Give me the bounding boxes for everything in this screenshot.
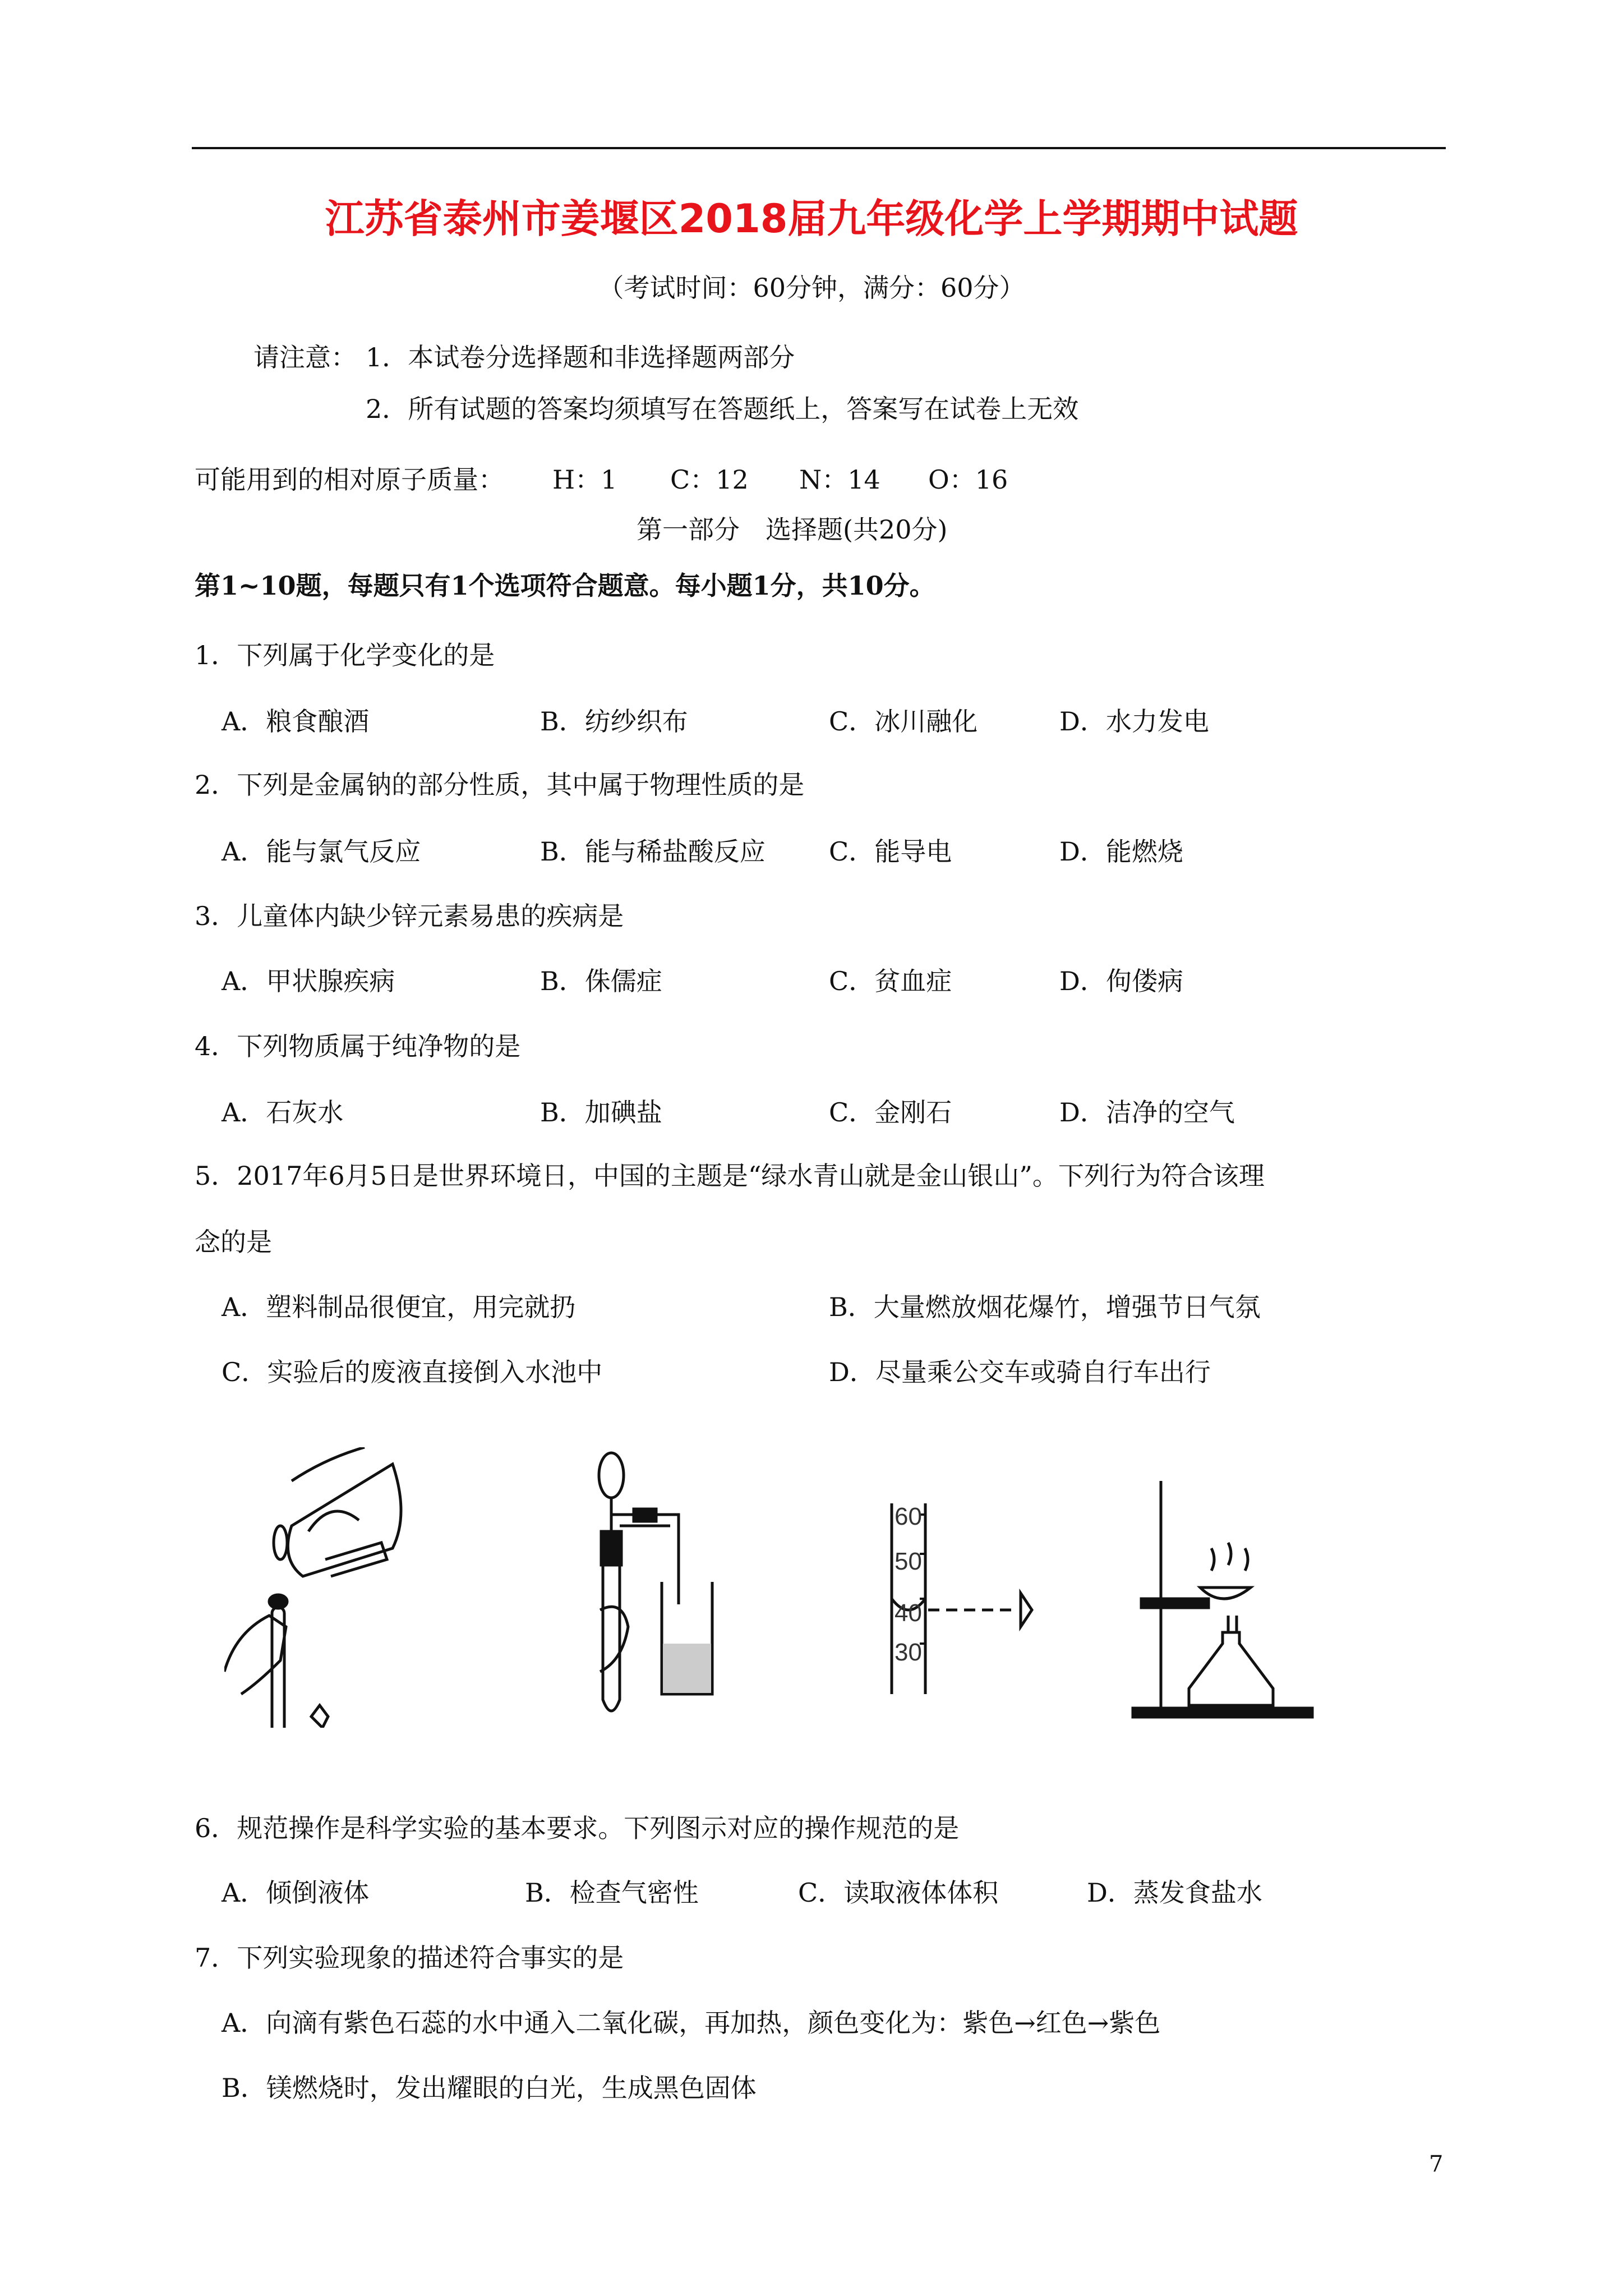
atomic-mass-h: H：1 (552, 464, 617, 495)
question-stem: 6．规范操作是科学实验的基本要求。下列图示对应的操作规范的是 (195, 1813, 960, 1843)
atomic-mass-o: O：16 (928, 464, 1008, 495)
option: B．大量燃放烟花爆竹，增强节日气氛 (829, 1292, 1261, 1322)
airtightness-check-figure (589, 1447, 785, 1728)
question-stem: 4．下列物质属于纯净物的是 (195, 1031, 521, 1061)
option: B．纺纱织布 (540, 706, 688, 737)
page-number: 7 (1429, 2151, 1444, 2177)
notice-item-1: 1．本试卷分选择题和非选择题两部分 (366, 342, 795, 372)
atomic-mass-label: 可能用到的相对原子质量： (195, 464, 504, 495)
option: A．能与氯气反应 (222, 836, 421, 867)
question-stem-continued: 念的是 (195, 1227, 272, 1257)
atomic-mass-n: N：14 (799, 464, 880, 495)
option: D．尽量乘公交车或骑自行车出行 (829, 1357, 1211, 1387)
cylinder-label: 30 (895, 1639, 922, 1666)
option: A．倾倒液体 (222, 1878, 370, 1908)
read-liquid-volume-figure (886, 1447, 1077, 1728)
atomic-mass-c: C：12 (670, 464, 749, 495)
cylinder-label: 40 (895, 1599, 922, 1627)
notice-item-2: 2．所有试题的答案均须填写在答题纸上，答案写在试卷上无效 (366, 394, 1079, 424)
option: D．蒸发食盐水 (1087, 1878, 1262, 1908)
option: C．金刚石 (829, 1097, 952, 1128)
option: D．能燃烧 (1059, 836, 1183, 867)
top-rule (192, 147, 1446, 149)
option: D．洁净的空气 (1059, 1097, 1235, 1128)
notice-label: 请注意： (253, 342, 357, 372)
question-stem: 1．下列属于化学变化的是 (195, 640, 495, 670)
option: C．读取液体体积 (798, 1878, 999, 1908)
page-title: 江苏省泰州市姜堰区2018届九年级化学上学期期中试题 (325, 196, 1298, 242)
section-heading: 第一部分 选择题(共20分) (637, 514, 948, 545)
option: B．加碘盐 (540, 1097, 662, 1128)
option: B．检查气密性 (525, 1878, 699, 1908)
option: C．冰川融化 (829, 706, 978, 737)
option: A．石灰水 (222, 1097, 344, 1128)
evaporation-figure (1127, 1447, 1318, 1728)
option: A．向滴有紫色石蕊的水中通入二氧化碳，再加热，颜色变化为：紫色→红色→紫色 (222, 2008, 1161, 2038)
exam-info: （考试时间：60分钟，满分：60分） (598, 273, 1025, 303)
cylinder-label: 50 (895, 1548, 922, 1575)
option: A．塑料制品很便宜，用完就扔 (222, 1292, 576, 1322)
option: C．实验后的废液直接倒入水池中 (222, 1357, 603, 1387)
option: D．佝偻病 (1059, 966, 1183, 996)
question-stem: 7．下列实验现象的描述符合事实的是 (195, 1943, 624, 1973)
instruction: 第1~10题，每题只有1个选项符合题意。每小题1分，共10分。 (195, 570, 935, 601)
option: B．侏儒症 (540, 966, 662, 996)
option: D．水力发电 (1059, 706, 1209, 737)
pouring-liquid-figure (224, 1447, 477, 1728)
option: A．粮食酿酒 (222, 706, 370, 737)
question-stem: 3．儿童体内缺少锌元素易患的疾病是 (195, 901, 624, 931)
option: B．镁燃烧时，发出耀眼的白光，生成黑色固体 (222, 2073, 757, 2103)
option: A．甲状腺疾病 (222, 966, 395, 996)
question-stem: 5．2017年6月5日是世界环境日，中国的主题是“绿水青山就是金山银山”。下列行为符合该理 (195, 1161, 1265, 1191)
cylinder-label: 60 (895, 1503, 922, 1530)
option: C．能导电 (829, 836, 952, 867)
option: C．贫血症 (829, 966, 952, 996)
option: B．能与稀盐酸反应 (540, 836, 766, 867)
question-stem: 2．下列是金属钠的部分性质，其中属于物理性质的是 (195, 770, 805, 800)
